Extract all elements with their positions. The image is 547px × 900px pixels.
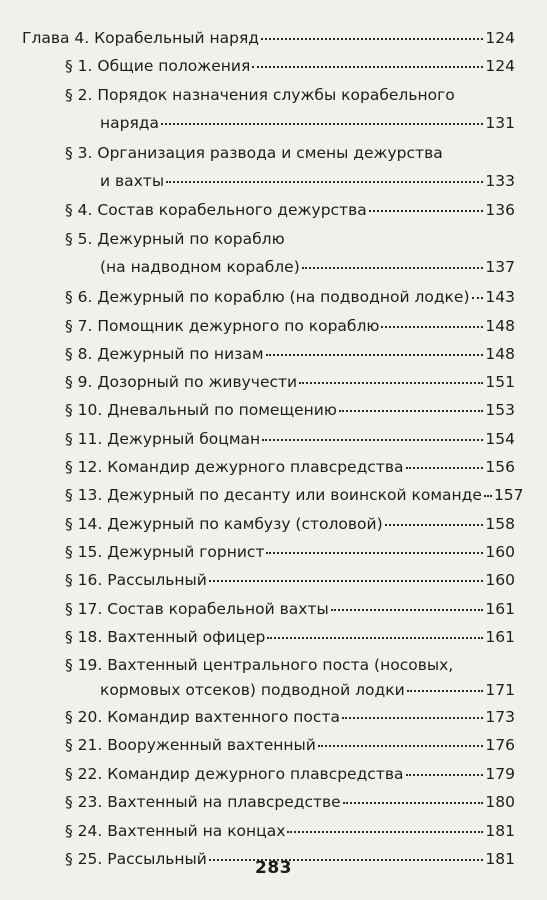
dot-leader [209, 568, 484, 582]
dot-leader [406, 762, 484, 776]
entry-title: § 19. Вахтенный центрального поста (носовых, [65, 656, 454, 674]
entry-title: § 23. Вахтенный на плавсредстве [65, 793, 341, 811]
entry-page-number: 158 [485, 515, 515, 533]
section-entry [65, 514, 515, 534]
entry-page-number: 151 [485, 373, 515, 391]
entry-title: § 24. Вахтенный на концах [65, 822, 286, 840]
entry-title: § 7. Помощник дежурного по кораблю [65, 317, 380, 335]
entry-title: кормовых отсеков) подводной лодки [100, 681, 405, 699]
entry-title: § 9. Дозорный по живучести [65, 373, 298, 391]
chapter-entry [22, 28, 515, 48]
section-entry [65, 570, 515, 590]
entry-page-number: 181 [485, 822, 515, 840]
page-number: 283 [255, 858, 292, 878]
entry-title: § 13. Дежурный по десанту или воинской команде [65, 486, 482, 504]
entry-title: § 16. Рассыльный [65, 571, 207, 589]
section-entry [65, 764, 515, 784]
entry-page-number: 153 [485, 401, 515, 419]
entry-title: Глава 4. Корабельный наряд [22, 29, 259, 47]
entry-title: § 17. Состав корабельной вахты [65, 600, 329, 618]
entry-page-number: 173 [485, 708, 515, 726]
section-entry [65, 85, 515, 105]
section-entry [65, 542, 515, 562]
section-entry [100, 113, 515, 133]
entry-title: § 10. Дневальный по помещению [65, 401, 337, 419]
section-entry [100, 257, 515, 277]
entry-page-number: 160 [485, 543, 515, 561]
dot-leader [484, 483, 492, 497]
entry-page-number: 156 [485, 458, 515, 476]
dot-leader [472, 285, 484, 299]
section-entry [65, 457, 515, 477]
entry-title: § 6. Дежурный по кораблю (на подводной лодке) [65, 288, 470, 306]
entry-page-number: 161 [485, 600, 515, 618]
section-entry [65, 200, 515, 220]
dot-leader [339, 398, 484, 412]
entry-page-number: 171 [485, 681, 515, 699]
section-entry [65, 143, 515, 163]
dot-leader [299, 370, 483, 384]
dot-leader [407, 678, 484, 692]
entry-title: § 1. Общие положения [65, 57, 251, 75]
entry-page-number: 180 [485, 793, 515, 811]
entry-page-number: 154 [485, 430, 515, 448]
dot-leader [267, 625, 483, 639]
dot-leader [261, 26, 483, 40]
entry-title: § 20. Командир вахтенного поста [65, 708, 340, 726]
entry-title: наряда [100, 114, 160, 132]
dot-leader [342, 705, 483, 719]
entry-page-number: 176 [485, 736, 515, 754]
entry-title: § 2. Порядок назначения службы корабельного [65, 86, 455, 104]
entry-title: § 5. Дежурный по кораблю [65, 230, 285, 248]
dot-leader [287, 819, 483, 833]
entry-title: § 8. Дежурный по низам [65, 345, 264, 363]
section-entry [65, 735, 515, 755]
section-entry [65, 400, 515, 420]
dot-leader [266, 540, 483, 554]
section-entry [65, 485, 524, 505]
dot-leader [331, 597, 484, 611]
section-entry [65, 599, 515, 619]
entry-page-number: 157 [493, 486, 524, 504]
dot-leader [266, 342, 484, 356]
section-entry [65, 287, 515, 307]
entry-page-number: 148 [485, 345, 515, 363]
section-entry [65, 655, 515, 675]
dot-leader [262, 427, 483, 441]
entry-page-number: 160 [485, 571, 515, 589]
entry-title: § 3. Организация развода и смены дежурства [65, 144, 443, 162]
entry-title: (на надводном корабле) [100, 258, 300, 276]
entry-page-number: 136 [485, 201, 515, 219]
entry-page-number: 124 [485, 57, 515, 75]
section-entry [65, 821, 515, 841]
entry-title: § 21. Вооруженный вахтенный [65, 736, 316, 754]
dot-leader [161, 111, 483, 125]
section-entry [65, 316, 515, 336]
section-entry [100, 680, 515, 700]
entry-page-number: 179 [485, 765, 515, 783]
dot-leader [302, 255, 484, 269]
dot-leader [166, 169, 483, 183]
entry-page-number: 143 [485, 288, 515, 306]
entry-page-number: 124 [485, 29, 515, 47]
entry-page-number: 161 [485, 628, 515, 646]
entry-title: § 15. Дежурный горнист [65, 543, 265, 561]
section-entry [65, 372, 515, 392]
entry-title: § 12. Командир дежурного плавсредства [65, 458, 404, 476]
entry-title: и вахты [100, 172, 165, 190]
section-entry [100, 171, 515, 191]
entry-page-number: 181 [485, 850, 515, 868]
entry-title: § 4. Состав корабельного дежурства [65, 201, 367, 219]
entry-page-number: 133 [485, 172, 515, 190]
dot-leader [406, 455, 484, 469]
dot-leader [318, 733, 484, 747]
entry-title: § 18. Вахтенный офицер [65, 628, 266, 646]
dot-leader [381, 314, 483, 328]
section-entry [65, 229, 515, 249]
dot-leader [369, 198, 484, 212]
dot-leader [385, 512, 484, 526]
section-entry [65, 627, 515, 647]
entry-page-number: 137 [485, 258, 515, 276]
entry-page-number: 148 [485, 317, 515, 335]
section-entry [65, 792, 515, 812]
dot-leader [343, 790, 484, 804]
entry-page-number: 131 [485, 114, 515, 132]
section-entry [65, 429, 515, 449]
section-entry [65, 56, 515, 76]
entry-title: § 22. Командир дежурного плавсредства [65, 765, 404, 783]
section-entry [65, 707, 515, 727]
section-entry [65, 344, 515, 364]
entry-title: § 25. Рассыльный [65, 850, 207, 868]
entry-title: § 11. Дежурный боцман [65, 430, 261, 448]
entry-title: § 14. Дежурный по камбузу (столовой) [65, 515, 383, 533]
dot-leader [252, 54, 483, 68]
